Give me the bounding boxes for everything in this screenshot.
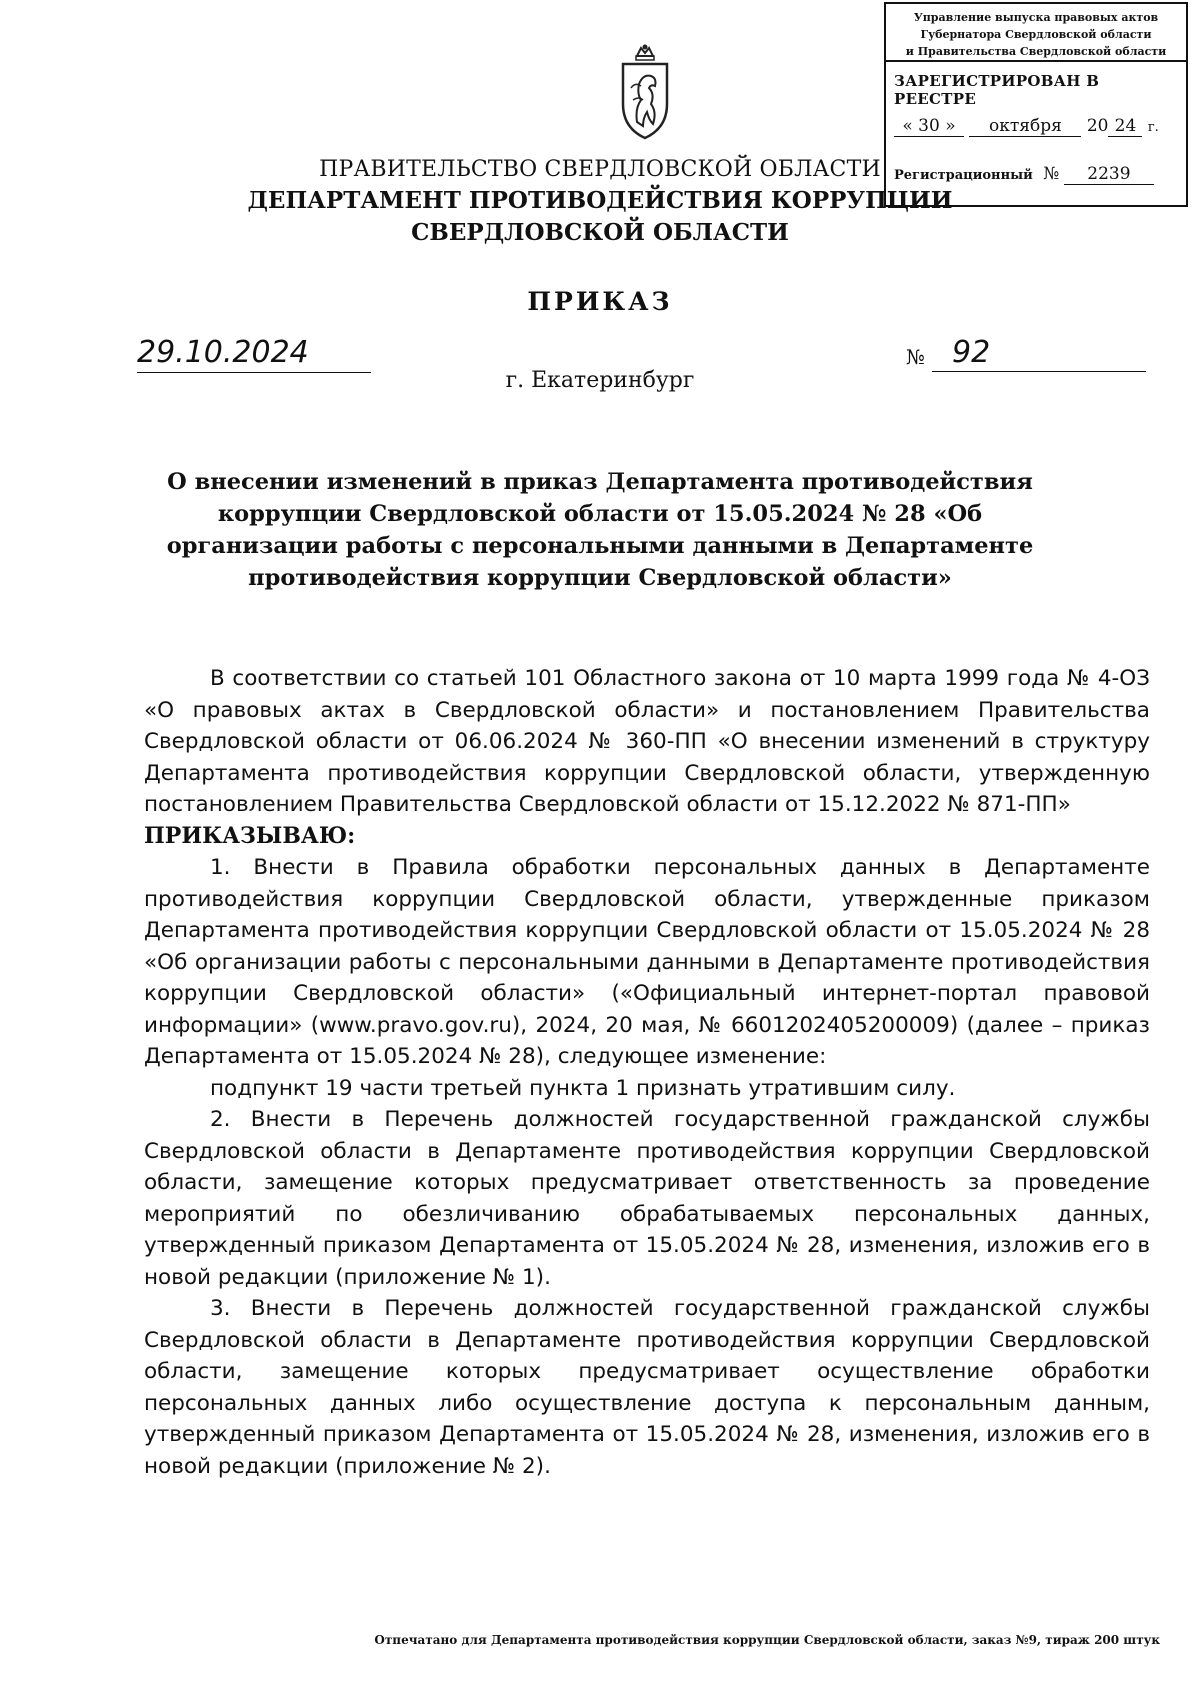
stamp-reg-number: 2239 (1064, 164, 1154, 185)
order-word: ПРИКАЗЫВАЮ: (144, 822, 356, 849)
stamp-no-sign: № (1043, 164, 1060, 184)
handwritten-date: 29.10.2024 (137, 338, 371, 373)
item-1-subparagraph: подпункт 19 части третьей пункта 1 признать утратившим силу. (210, 1075, 956, 1101)
item-2-paragraph: 2. Внести в Перечень должностей государственной гражданской службы Свердловской области в Департаменте противодействия коррупции Свердловской области, замещение которых предусматривает ответственность за проведение мероприятий по обезличиванию обрабатываемых персональных данных, утвержденный приказом Департамента от 15.05.2024 № 28, изменения, изложив его в новой редакции (приложение № 1). (144, 1107, 1150, 1290)
department-name-line2: СВЕРДЛОВСКОЙ ОБЛАСТИ (411, 219, 789, 246)
stamp-day: 30 (918, 116, 940, 136)
stamp-org-line3: и Правительства Свердловской области (905, 45, 1167, 58)
handwritten-order-number: 92 (932, 338, 1146, 372)
order-title: О внесении изменений в приказ Департамента противодействия коррупции Свердловской области от 15.05.2024 № 28 «Об организации работы с персональными данными в Департаменте противодействия коррупции Свердловской области» (166, 469, 1034, 591)
stamp-reg-label: Регистрационный (894, 168, 1033, 183)
order-number-label: № (906, 345, 925, 369)
department-name-line1: ДЕПАРТАМЕНТ ПРОТИВОДЕЙСТВИЯ КОРРУПЦИИ (247, 187, 953, 214)
item-1-paragraph: 1. Внести в Правила обработки персональных данных в Департаменте противодействия коррупции Свердловской области, утвержденные приказом Департамента противодействия коррупции Свердловской области от 15.05.2024 № 28 «Об организации работы с персональными данными в Департаменте противодействия коррупции Свердловской области» («Официальный интернет-портал правовой информации» (www.pravo.gov.ru), 2024, 20 мая, № 6601202405200009) (далее – приказ Департамента от 15.05.2024 № 28), следующее изменение: (144, 855, 1150, 1069)
stamp-year-prefix: 20 (1086, 116, 1109, 136)
print-footer: Отпечатано для Департамента противодействия коррупции Свердловской области, заказ №9, тираж 200 штук (374, 1633, 1160, 1647)
stamp-header (886, 4, 1186, 62)
stamp-month: октября (969, 116, 1081, 137)
order-body (144, 663, 1150, 1482)
document-type: ПРИКАЗ (527, 287, 673, 316)
government-name: ПРАВИТЕЛЬСТВО СВЕРДЛОВСКОЙ ОБЛАСТИ (319, 157, 881, 182)
preamble-paragraph: В соответствии со статьей 101 Областного закона от 10 марта 1999 года № 4-ОЗ «О правовых актах в Свердловской области» и постановлением Правительства Свердловской области от 06.06.2024 № 360-ПП «О внесении изменений в структуру Департамента противодействия коррупции Свердловской области, утвержденную постановлением Правительства Свердловской области от 15.12.2022 № 871-ПП» (144, 666, 1150, 817)
stamp-registered-label: ЗАРЕГИСТРИРОВАН В РЕЕСТРЕ (894, 72, 1100, 108)
stamp-date: « 30 » октября 20 24 г. (894, 116, 1159, 137)
stamp-year-mark: г. (1147, 120, 1159, 135)
stamp-year-suffix: 24 (1108, 116, 1142, 137)
stamp-org-line2: Губернатора Свердловской области (920, 28, 1152, 41)
coat-of-arms-icon (615, 42, 675, 142)
item-3-paragraph: 3. Внести в Перечень должностей государственной гражданской службы Свердловской области в Департаменте противодействия коррупции Свердловской области, замещение которых предусматривает осуществление обработки персональных данных либо осуществление доступа к персональным данным, утвержденный приказом Департамента от 15.05.2024 № 28, изменения, изложив его в новой редакции (приложение № 2). (144, 1296, 1150, 1479)
stamp-org-line1: Управление выпуска правовых актов (913, 11, 1159, 24)
city: г. Екатеринбург (505, 368, 695, 393)
